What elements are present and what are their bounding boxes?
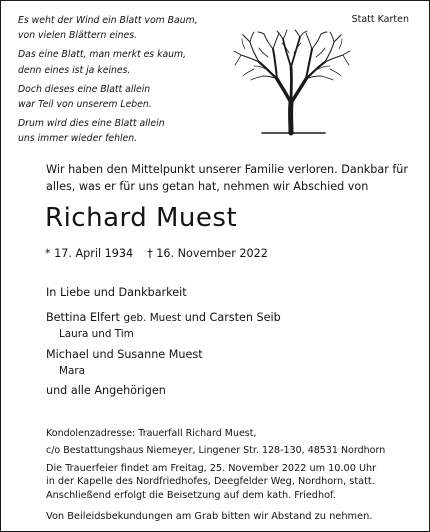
maiden-name: geb. Muest: [123, 312, 182, 324]
family-names: und Carsten Seib: [184, 311, 281, 324]
signoff-text: In Liebe und Dankbarkeit: [46, 286, 187, 299]
bare-tree-icon: [233, 29, 351, 141]
funeral-info: [46, 462, 376, 502]
children-line-2: Mara: [59, 365, 85, 377]
life-dates: [45, 247, 268, 260]
birth-date: * 17. April 1934: [45, 247, 134, 260]
intro-text: [46, 161, 408, 195]
poem-line: von vielen Blättern eines.: [18, 30, 138, 42]
intro-line: alles, was er für uns getan hat, nehmen wir Abschied von: [46, 180, 369, 193]
poem-line: Drum wird dies eine Blatt allein: [18, 118, 165, 130]
funeral-line: in der Kapelle des Nordfriedhofes, Deegfelder Weg, Nordhorn, statt.: [46, 476, 375, 488]
poem-line: uns immer wieder fehlen.: [18, 133, 138, 145]
poem-line: Doch dieses eine Blatt allein: [18, 83, 151, 95]
family-line-2: Michael und Susanne Muest: [46, 348, 203, 361]
funeral-line: Die Trauerfeier findet am Freitag, 25. November 2022 um 10.00 Uhr: [46, 463, 377, 474]
family-line-1: [46, 311, 281, 324]
relatives-line: und alle Angehörigen: [46, 384, 166, 397]
family-names: Bettina Elfert: [46, 311, 120, 324]
deceased-name: Richard Muest: [45, 203, 238, 233]
intro-line: Wir haben den Mittelpunkt unserer Familie verloren. Dankbar für: [46, 163, 409, 176]
condolence-line: c/o Bestattungshaus Niemeyer, Lingener Str. 128-130, 48531 Nordhorn: [46, 445, 386, 456]
condolence-address: [46, 425, 385, 459]
statt-karten-label: Statt Karten: [351, 14, 409, 25]
condolence-request: Von Beileidsbekundungen am Grab bitten wir Abstand zu nehmen.: [46, 511, 373, 522]
poem-line: denn eines ist ja keines.: [18, 64, 131, 76]
poem-line: war Teil von unserem Leben.: [18, 99, 152, 111]
death-date: † 16. November 2022: [147, 247, 268, 260]
poem-line: Das eine Blatt, man merkt es kaum,: [18, 49, 187, 61]
poem: [18, 13, 198, 147]
children-line-1: Laura und Tim: [59, 328, 134, 340]
poem-line: Es weht der Wind ein Blatt vom Baum,: [18, 15, 198, 26]
funeral-line: Anschließend erfolgt die Beisetzung auf dem kath. Friedhof.: [46, 489, 336, 501]
condolence-line: Kondolenzadresse: Trauerfall Richard Muest,: [46, 428, 257, 439]
